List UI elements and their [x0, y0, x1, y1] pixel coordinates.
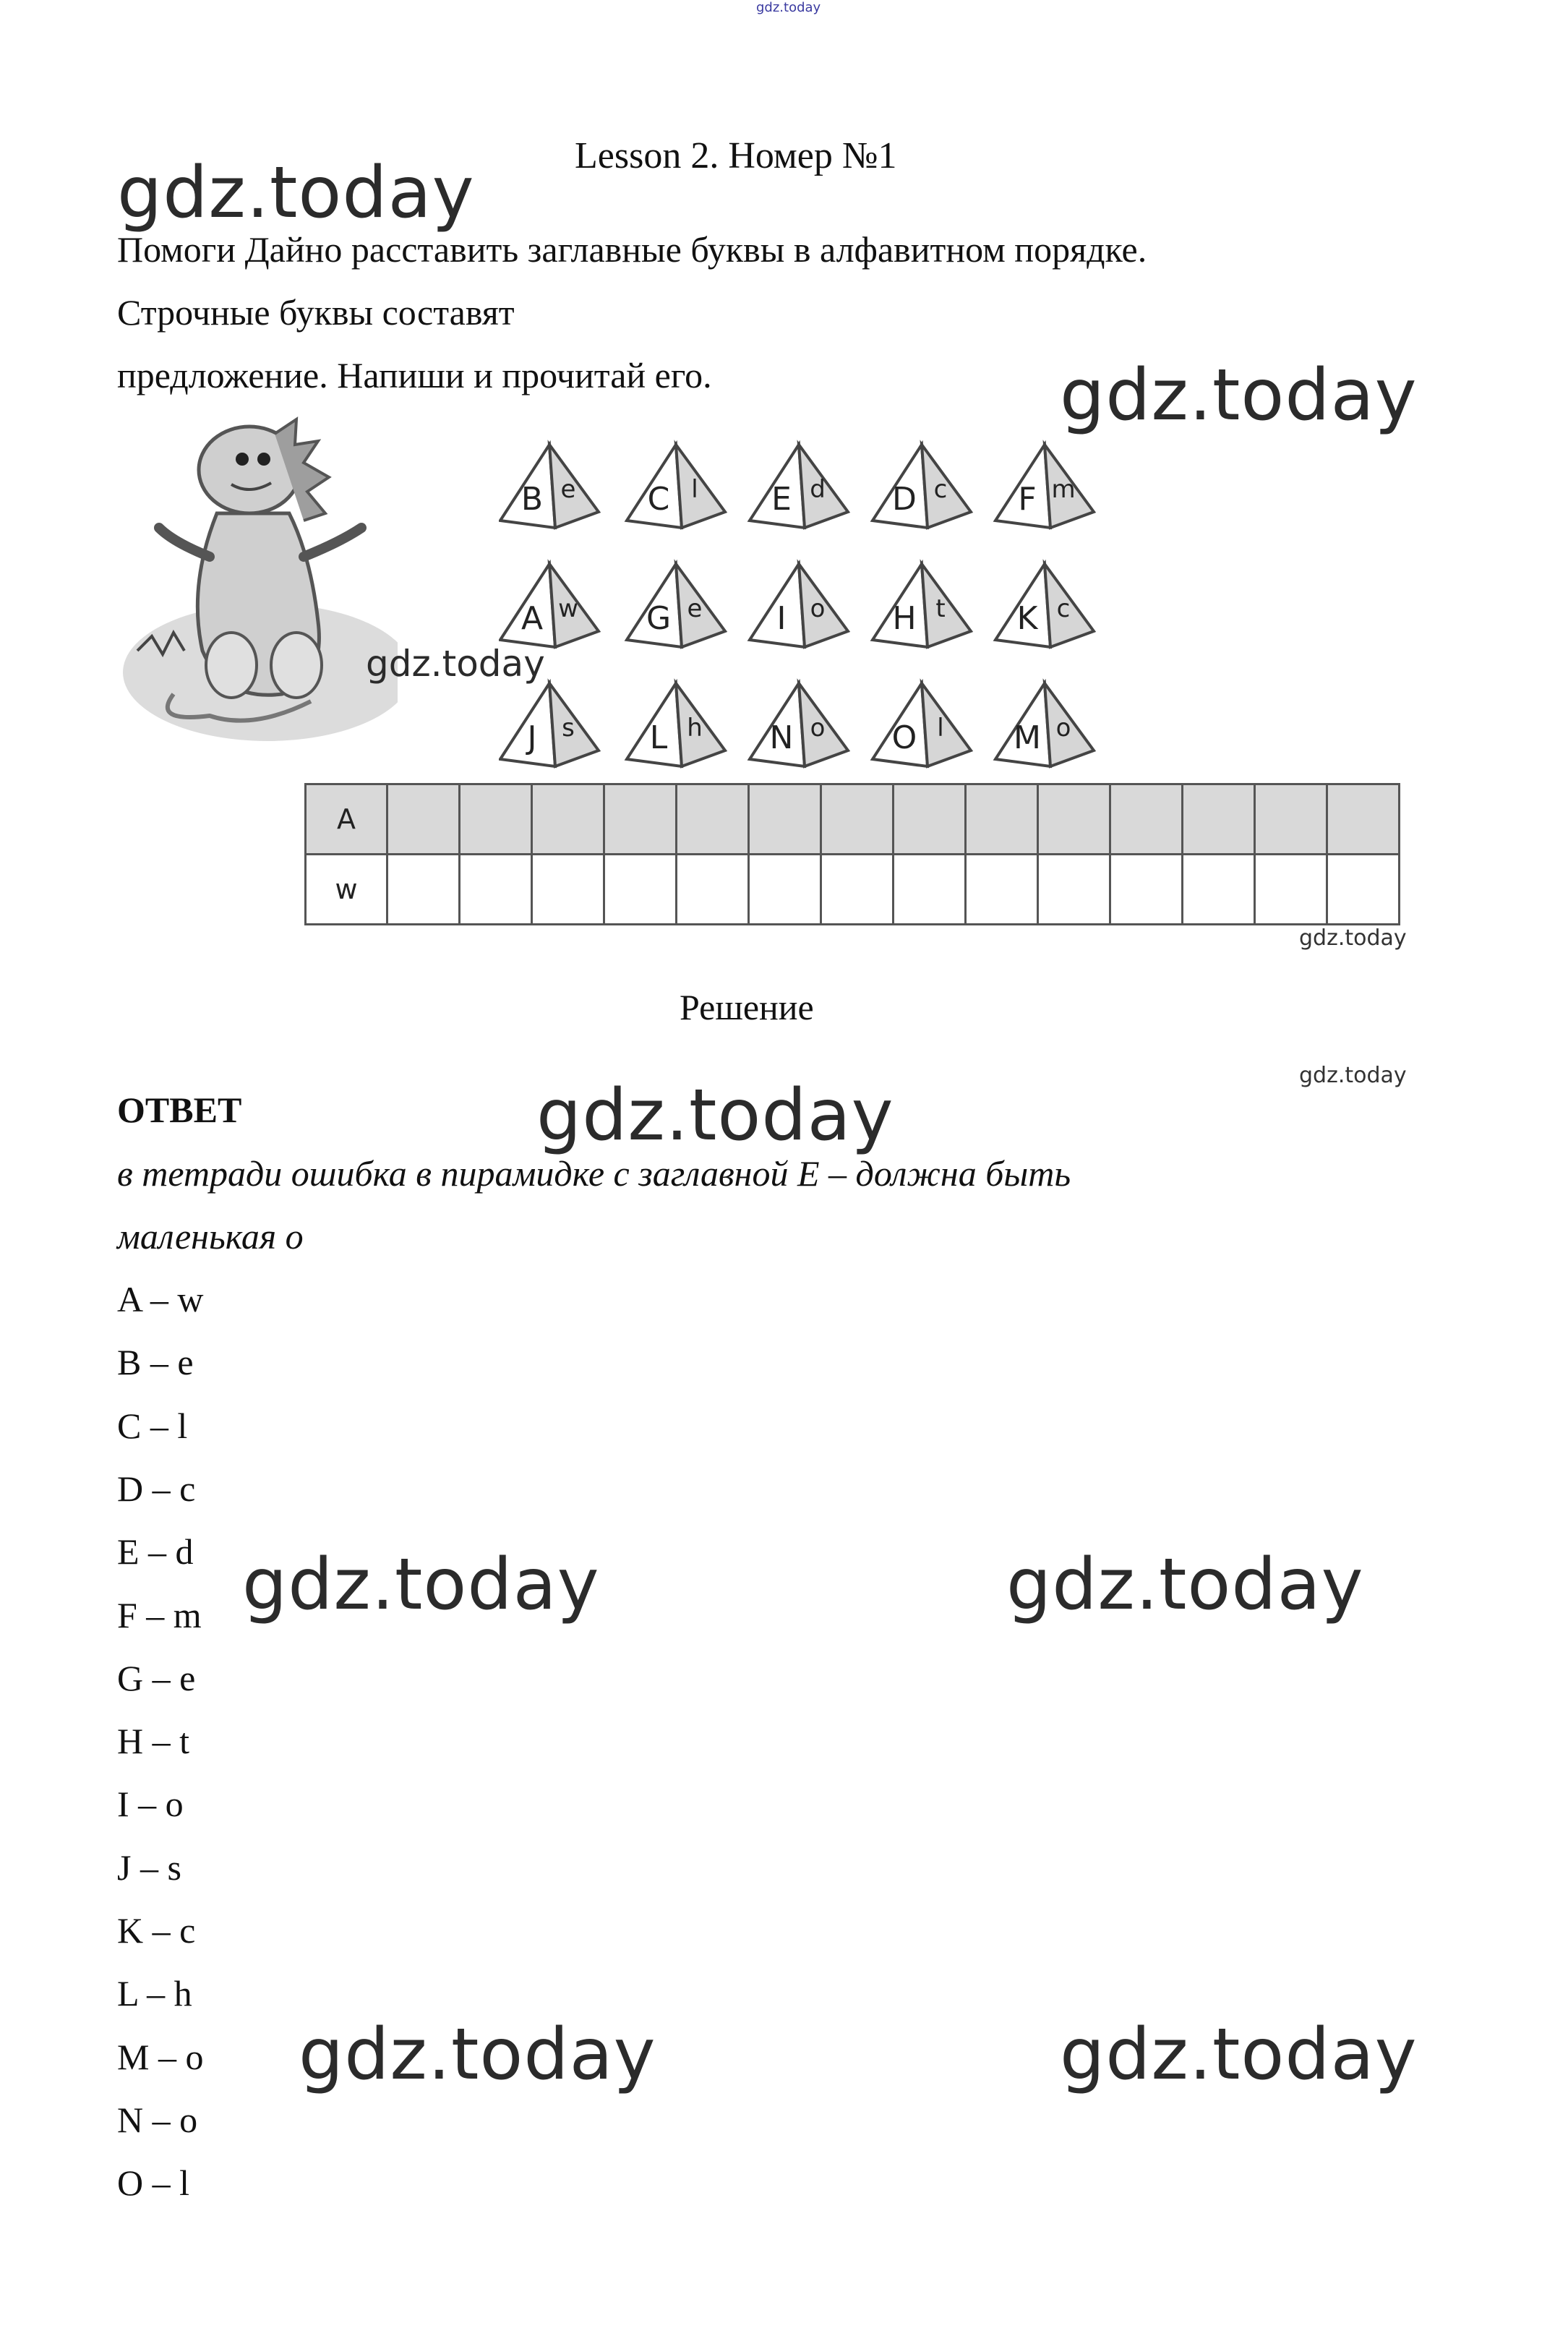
watermark: gdz.today	[1299, 1063, 1407, 1088]
table-cell	[1110, 855, 1183, 925]
pyramid-upper-letter: O	[891, 719, 917, 756]
answer-pair: B – e	[117, 1342, 194, 1383]
pyramid-upper-letter: E	[771, 481, 792, 518]
dino-illustration	[123, 412, 398, 752]
answer-pair: A – w	[117, 1279, 204, 1319]
table-cell	[604, 784, 677, 855]
task-line-1: Помоги Дайно расставить заглавные буквы в алфавитном порядке.	[117, 229, 1147, 270]
table-cell	[966, 855, 1038, 925]
answer-pair: E – d	[117, 1531, 194, 1573]
table-cell	[1110, 784, 1183, 855]
task-line-3: предложение. Напиши и прочитай его.	[117, 355, 712, 395]
watermark: gdz.today	[242, 1544, 600, 1626]
pyramid	[995, 445, 1094, 528]
watermark: gdz.today	[1299, 925, 1407, 951]
table-cell	[821, 855, 894, 925]
watermark: gdz.today	[1060, 2014, 1418, 2096]
pyramid-upper-letter: B	[520, 481, 544, 518]
table-cell	[677, 855, 749, 925]
pyramid-upper-letter: D	[892, 481, 917, 518]
answer-note-line-1: в тетради ошибка в пирамидке с заглавной Е – должна быть	[117, 1153, 1071, 1194]
pyramid	[873, 564, 971, 647]
pyramid-upper-letter: J	[527, 719, 537, 756]
pyramid-lower-letter: l	[937, 714, 944, 743]
answer-pair: D – c	[117, 1468, 196, 1509]
table-cell	[1327, 855, 1400, 925]
table-cell	[1183, 784, 1255, 855]
table-cell	[1183, 855, 1255, 925]
table-cell	[677, 784, 749, 855]
pyramid-upper-letter: K	[1016, 600, 1038, 637]
task-line-2: Строчные буквы составят	[117, 292, 515, 333]
answer-pair: I – o	[117, 1784, 184, 1825]
watermark-top: gdz.today	[756, 0, 821, 15]
pyramid-lower-letter: c	[1056, 594, 1071, 623]
table-cell	[966, 784, 1038, 855]
pyramid-upper-letter: F	[1018, 481, 1037, 518]
answer-pair: H – t	[117, 1721, 189, 1762]
answer-pair: N – o	[117, 2099, 198, 2140]
pyramid-lower-letter: s	[562, 714, 575, 743]
page-title: Lesson 2. Номер №1	[575, 135, 897, 176]
answer-pair: F – m	[117, 1594, 202, 1635]
pyramid	[873, 445, 971, 528]
pyramid	[750, 564, 848, 647]
pyramid	[995, 564, 1094, 647]
pyramid-lower-letter: o	[1055, 714, 1071, 743]
watermark: gdz.today	[1006, 1544, 1364, 1626]
pyramid-lower-letter: o	[810, 594, 826, 623]
pyramid-grid	[499, 423, 1149, 770]
answer-pair: M – o	[117, 2036, 204, 2077]
table-cell	[604, 855, 677, 925]
pyramid-upper-letter: L	[649, 719, 668, 756]
table-cell	[894, 784, 966, 855]
solution-heading: Решение	[680, 987, 814, 1027]
table-cell	[1327, 784, 1400, 855]
answer-label: ОТВЕТ	[117, 1090, 242, 1130]
pyramid	[750, 445, 848, 528]
pyramid-lower-letter: m	[1051, 475, 1076, 504]
table-cell-upper: A	[306, 784, 387, 855]
table-cell	[387, 784, 460, 855]
pyramid	[500, 683, 599, 766]
table-cell	[1038, 855, 1110, 925]
pyramid-lower-letter: e	[687, 594, 703, 623]
table-cell	[387, 855, 460, 925]
table-cell	[532, 855, 604, 925]
watermark: gdz.today	[299, 2014, 656, 2096]
pyramid-lower-letter: w	[558, 594, 578, 623]
table-cell	[1255, 855, 1327, 925]
table-cell	[1038, 784, 1110, 855]
table-cell	[749, 855, 821, 925]
pyramid-upper-letter: M	[1014, 719, 1041, 756]
pyramid-lower-letter: d	[810, 475, 826, 504]
answer-table	[304, 783, 1400, 925]
pyramid	[500, 564, 599, 647]
pyramid	[873, 683, 971, 766]
pyramid-upper-letter: A	[520, 600, 544, 637]
table-cell	[894, 855, 966, 925]
answer-note-line-2: маленькая о	[117, 1216, 304, 1257]
pyramid-lower-letter: c	[933, 475, 948, 504]
answer-pair: C – l	[117, 1405, 188, 1446]
pyramid-upper-letter: C	[647, 481, 670, 518]
table-cell	[460, 855, 532, 925]
answer-pair: O – l	[117, 2162, 189, 2204]
pyramid	[750, 683, 848, 766]
table-cell-lower: w	[306, 855, 387, 925]
pyramid	[627, 445, 725, 528]
pyramid-upper-letter: N	[769, 719, 794, 756]
pyramid-upper-letter: I	[776, 600, 787, 637]
pyramid-upper-letter: G	[646, 600, 672, 637]
table-cell	[749, 784, 821, 855]
watermark: gdz.today	[366, 643, 545, 685]
watermark: gdz.today	[536, 1074, 894, 1157]
pyramid-lower-letter: h	[687, 714, 703, 743]
table-cell	[532, 784, 604, 855]
table-cell	[1255, 784, 1327, 855]
answer-pair: G – e	[117, 1657, 196, 1698]
pyramid	[627, 683, 725, 766]
watermark: gdz.today	[117, 152, 475, 234]
pyramid-lower-letter: l	[691, 475, 698, 504]
pyramid-lower-letter: e	[560, 475, 576, 504]
pyramid	[995, 683, 1094, 766]
table-cell	[460, 784, 532, 855]
table-cell	[821, 784, 894, 855]
pyramid	[627, 564, 725, 647]
answer-pair: J – s	[117, 1847, 181, 1888]
pyramid-lower-letter: o	[810, 714, 826, 743]
pyramid-upper-letter: H	[892, 600, 917, 637]
watermark: gdz.today	[1060, 354, 1418, 437]
pyramid-lower-letter: t	[935, 594, 946, 623]
pyramid	[500, 445, 599, 528]
answer-pair: L – h	[117, 1973, 192, 2014]
answer-pair: K – c	[117, 1910, 196, 1951]
